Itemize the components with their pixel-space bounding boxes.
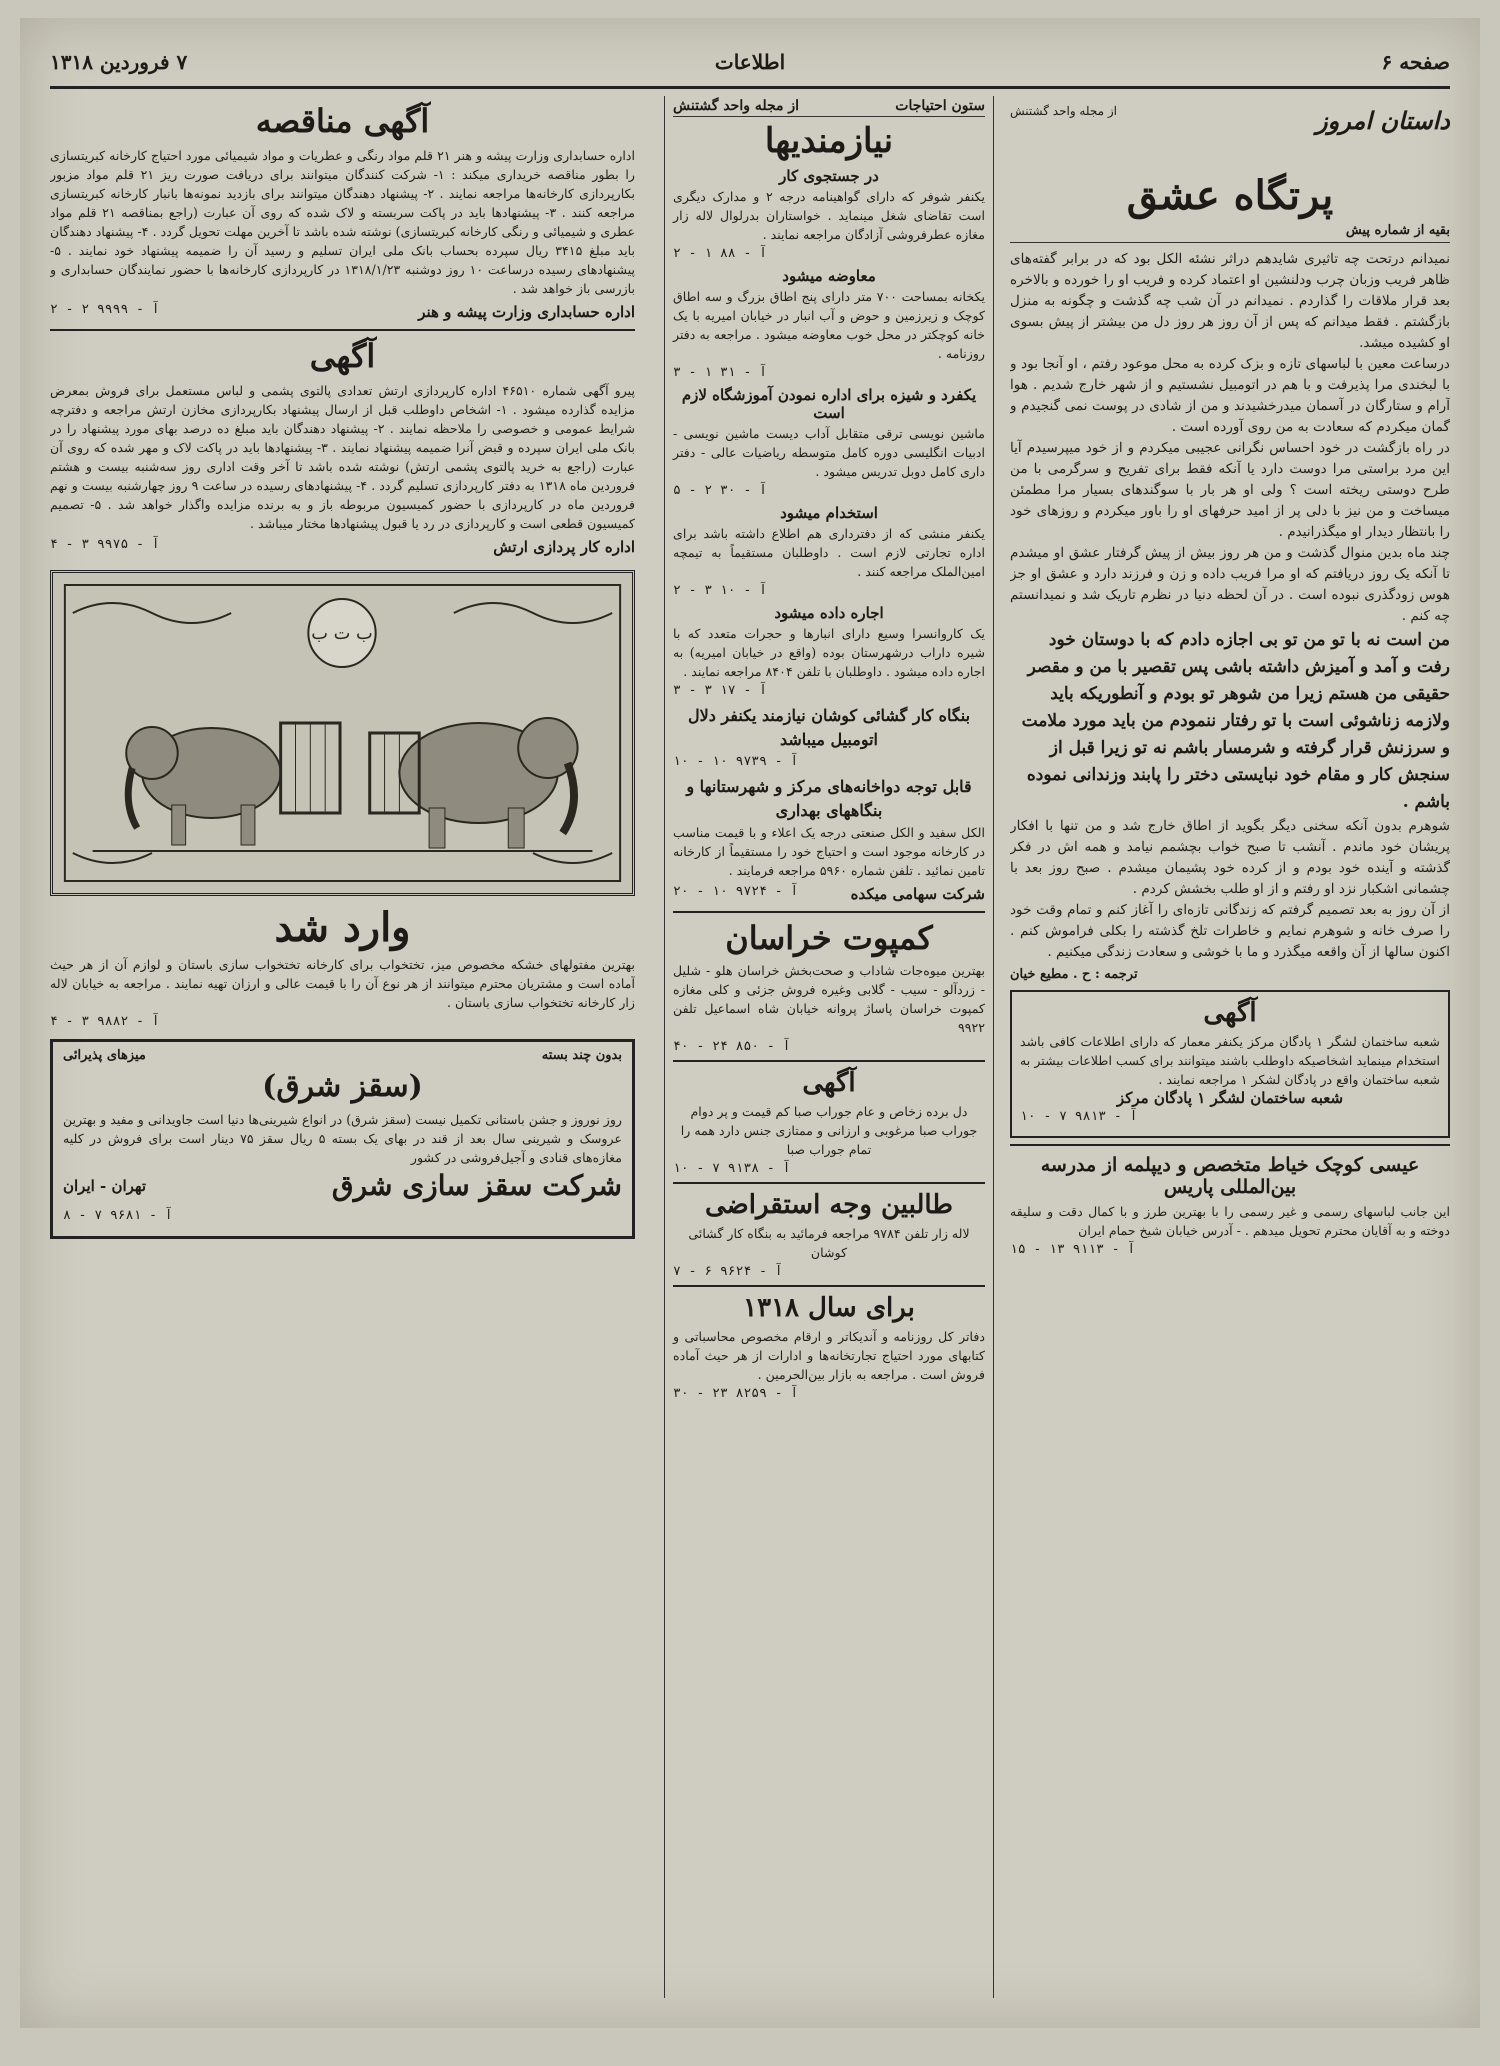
tender-notice-text: اداره حسابداری وزارت پیشه و هنر ۲۱ قلم مواد رنگی و عطریات و مواد شیمیائی مورد احتیاج کارخانه کبریتسازی را بطور مناقصه خریداری میکند : ۱- شرکت کنندگان میتوانند برای دریافت صورت ریز ۲۱ قلم مواد مزبور بکارپردازی کارخانه‌ها مراجعه نمایند . ۲- پیشنهاد دهندگان میتوانند برای بازدید نمونه‌ها بانبار کارخانه کبریتسازی مراجعه کنند . ۳- پیشنهادها باید در پاکت سربسته و لاک شده که روی آن عبارت (راجع بمناقصه ۲۱ قلم مواد عطری و شیمیائی و رنگی کارخانه کبریتسازی) نوشته شده باشد تا آخرین مهلت تحویل گردد . ۴- پیشنهاد دهندگان باید مبلغ ۳۴۱۵ ریال سپرده بحساب بانک ملی ایران تسلیم و رسید آن را ضمیمه پیشنهاد خود نمایند . ۵- پیشنهادهای رسیده درساعت ۱۰ روز دوشنبه ۱۳۱۸/۱/۲۳ در کارپردازی کارخانه‌ها با حضور نمایندگان حسابداری و بازرسی باز خواهد شد . — [50, 148, 635, 296]
classified-heading: قابل توجه دواخانه‌های مرکز و شهرستانها و بنگاههای بهداری — [686, 777, 972, 820]
classified-ref: آ - ۹۷۳۹ ۱۰ - ۱۰ — [673, 754, 799, 769]
notice-signature: شعبه ساختمان لشگر ۱ پادگان مرکز — [1116, 1089, 1344, 1107]
classifieds-header-note: از مجله واحد گشتنش — [673, 98, 800, 114]
army-notice-text: پیرو آگهی شماره ۴۶۵۱۰ اداره کارپردازی ارتش تعدادی پالتوی پشمی و لباس مستعمل برای فروش بمعرض مزایده گذارده میشود . ۱- اشخاص داوطلب قبل از ارسال پیشنهاد بکارپردازی مخازن ارتش مراجعه و دفترچه شرایط عمومی و خصوصی را ملاحظه نمایند . ۲- پیشنهاد دهندگان باید مبلغ ده درصد بهای مورد پیشنهاد را در بانک ملی ایران سپرده و قبض آنرا ضمیمه پیشنهاد نمایند . ۳- پیشنهادها باید در پاکت لاک و مهر شده که روی آن عبارت (راجع به خرید پالتوی پشمی ارتش) نوشته شده باشد تا آخر وقت اداری روز سه‌شنبه بیست و هشتم فروردین ماه ۱۳۱۸ به دفتر کارپردازی تسلیم گردد . ۴- پیشنهادهای رسیده در ساعت ۹ روز چهارشنبه بیست و نهم فروردین ماه در کارپردازی با حضور کمیسیون مربوطه باز و به برنده مزایده واگذار خواهد شد . ۵- تصمیم کمیسیون قطعی است و کارپردازی در رد یا قبول پیشنهادها مختار میباشد . — [50, 383, 635, 531]
story-kicker: از مجله واحد گشتنش — [1010, 104, 1117, 118]
arrived-ad-title: وارد شد — [274, 904, 411, 951]
army-notice-title: آگهی — [309, 337, 376, 375]
compote-ad-title: کمپوت خراسان — [725, 919, 933, 957]
classified-text: یکنفر شوفر که دارای گواهینامه درجه ۲ و مدارک دیگری است تقاضای شغل مینماید . خواستاران بدرلوال لاله زار مغازه عطرفروشی آزادگان مراجعه نمایند . — [673, 189, 985, 242]
loan-ad-title: طالبین وجه استقراضی — [704, 1190, 953, 1220]
classified-ref: آ - ۱۷ ۳ - ۳ — [673, 683, 767, 698]
year-ad-title: برای سال ۱۳۱۸ — [743, 1293, 915, 1323]
story-author: ترجمه : ح . مطیع خیان — [1010, 967, 1138, 982]
notices-column — [50, 96, 635, 1998]
loan-ad-text: لاله زار تلفن ۹۷۸۴ مراجعه فرمائید به بنگاه کار گشائی کوشان — [688, 1226, 970, 1260]
tailor-ad-text: این جانب لباسهای رسمی و غیر رسمی را با بهترین طرز و با کمال دقت و سلیقه دوخته و به آقایان محترم تحویل میدهم . - آدرس خیابان شیخ حمام ایران — [1010, 1204, 1450, 1238]
page-header — [50, 46, 1450, 89]
classified-text: یک کاروانسرا وسیع دارای انبارها و حجرات متعدد که با شیره داراب درشهرستان بوده (واقع در خیابان امیریه) به اجاره داده میشود . داوطلبان با تلفن ۸۴۰۴ مراجعه نمایند . — [673, 626, 985, 679]
gum-ad-tag-left: میزهای پذیرائی — [63, 1048, 146, 1063]
classified-ref: آ - ۱۰ ۳ - ۲ — [673, 583, 767, 598]
classified-heading: استخدام میشود — [780, 504, 878, 522]
gum-ad-tag-right: بدون چند بسته — [541, 1048, 622, 1063]
story-paragraph: شوهرم بدون آنکه سخنی دیگر بگوید از اطاق خارج شد و من تنها با افکار پریشان خود ماندم . آنشب تا صبح خواب بچشمم نیامد و همه اش در فکر گذشته و آینده خود بودم و از کرده خود پشیمان میشدم . صبح روز بعد با چشمانی اشکبار نزد او رفتم و از او طلب بخشش کردم . — [1010, 818, 1450, 897]
classified-heading: در جستجوی کار — [779, 167, 879, 185]
story-paragraph: از آن روز به بعد تصمیم گرفتم که زندگانی تازه‌ای را آغاز کنم و تمام وقت خود را صرف خانه و شوهرم نمایم و خاطرات تلخ گذشته را بکلی فراموش کنم . اکنون سالها از آن واقعه میگذرد و ما با خوشی و سعادت زندگی میکنیم . — [1010, 902, 1450, 960]
issue-date: ۷ فروردین ۱۳۱۸ — [50, 50, 188, 74]
loan-ad-ref: آ - ۹۶۲۴ ۶ - ۷ — [673, 1264, 783, 1279]
stocking-ad-title: آگهی — [802, 1068, 856, 1098]
arrived-ad-text: بهترین مفتولهای خشکه مخصوص میز، تختخواب برای کارخانه تختخواب سازی باستان و لوازم آن از هر حیث آماده است و مشتریان محترم میتوانند از هر نوع آن را با قیمت عالی و ارزان تهیه نمایند . مراجعه به خیابان لاله زار کارخانه تختخواب سازی باستان . — [50, 957, 635, 1010]
elephant-brand: ب ت ب — [311, 622, 373, 645]
tender-notice-signature: اداره حسابداری وزارت پیشه و هنر — [418, 302, 635, 321]
story-paragraph: چند ماه بدین منوال گذشت و من هر روز بیش از پیش گرفتار عشق او میشدم تا آنکه یک روز دریافتم که او مرا فریب داده و زن و فرزند دارد و عشق او جز هوس زودگذری نبوده است . در آن لحظه دنیا در نظرم تاریک شد و نمیدانستم چه کنم . — [1010, 545, 1450, 624]
classifieds-header — [673, 96, 985, 117]
compote-ad-text: بهترین میوه‌جات شاداب و صحت‌بخش خراسان هلو - شلیل - زردآلو - سیب - گلابی وغیره فروش جزئی و کلی مغازه کمپوت خراسان پاساژ پروانه خیابان شاه اسماعیل تلفن ۹۹۲۲ — [673, 963, 985, 1035]
classifieds-column — [664, 96, 994, 1998]
elephant-bed-illustration — [50, 570, 635, 896]
classified-heading: یکفرد و شیزه برای اداره نمودن آموزشگاه لازم است — [681, 386, 977, 422]
classifieds-title: نیازمندیها — [764, 121, 894, 161]
classified-footer — [673, 882, 985, 905]
army-notice-signature: اداره کار پردازی ارتش — [493, 537, 635, 556]
classified-text: الکل سفید و الکل صنعتی درجه یک اعلاء و با قیمت مناسب در کارخانه موجود است و احتیاج خود را مستقیماً از کارخانه تامین نمائید . تلفن شماره ۵۹۶۰ مراجعه فرمایند . — [673, 825, 985, 878]
divider — [50, 329, 635, 331]
story-paragraph: درساعت معین با لباسهای تازه و بزک کرده به محل موعود رفتم ، او آنجا بود و با لبخندی مرا پذیرفت و با هم در اتومبیل نشستیم و از شهر خارج شدیم . هوا آرام و ستارگان در آسمان میدرخشیدند و من از شادی در پوست نمی گنجیدم و گمان میکردم که سعادت به من روی آورده است . — [1010, 356, 1450, 435]
classified-ref: آ - ۳۰ ۲ - ۵ — [673, 483, 767, 498]
story-paragraph: در راه بازگشت در خود احساس نگرانی عجیبی میکردم و از خود میپرسیدم آیا این مرد براستی مرا دوست دارد یا آنکه فقط برای تفریح و سرگرمی با من طرح دوستی ریخته است ؟ ولی او هر بار با سوگندهای بسیار مرا مطمئن میساخت و من نیز با دلی پر از امید حرفهای او را باور میکردم و روزهای خود را بانتظار دیدار او میگذرانیدم . — [1010, 440, 1450, 540]
story-title: پرتگاه عشق — [1126, 172, 1334, 219]
classified-text: ماشین نویسی ترقی متقابل آداب دیست ماشین نویسی - ادبیات انگلیسی دوره کامل متوسطه ریاضیات عالی - دفتر داری کامل دوبل تدریس میشود . — [673, 426, 985, 479]
compote-ad-ref: آ - ۸۵۰ ۲۴ - ۴۰ — [673, 1039, 791, 1054]
classifieds-header-label: ستون احتیاجات — [895, 98, 985, 114]
classified-text: یکخانه بمساحت ۷۰۰ متر دارای پنج اطاق بزرگ و سه اطاق کوچک و زیرزمین و حوض و آب انبار در خیابان امیریه با یک خانه کوچکتر در محل خوب معاوضه میشود . مراجعه به دفتر روزنامه . — [673, 289, 985, 361]
tailor-ad-title: عیسی کوچک خیاط متخصص و دیپلمه از مدرسه بین‌المللی پاریس — [1040, 1154, 1420, 1198]
classified-heading: بنگاه کار گشائی کوشان نیازمند یکنفر دلال اتومبیل میباشد — [687, 706, 971, 749]
newspaper-page — [20, 18, 1480, 2028]
classified-ref: آ - ۸۸ ۱ - ۲ — [673, 246, 767, 261]
story-column — [1010, 96, 1450, 1998]
story-paragraph: نمیدانم درتحت چه تاثیری شایدهم دراثر نشئه الکل بود که در برابر گفته‌های ظاهر فریب وزبان چرب ودلنشین او اعتماد کرده و فریب او را خورده و بالاخره بعد قرار ملاقات را گذاردم . نمیدانم در آن شب چه گذشت و چگونه به منزل بازگشتم . فقط میدانم که پس از آن روز هر روز دل من بیشتر از پیش بسوی او کشیده میشد. — [1010, 251, 1450, 351]
notice-ref: آ - ۹۸۱۳ ۷ - ۱۰ — [1020, 1109, 1138, 1124]
classified-heading: اجاره داده میشود — [774, 604, 884, 622]
gum-ad-city: تهران - ایران — [63, 1176, 147, 1195]
army-notice-footer — [50, 535, 635, 558]
elephant-illustration-svg — [53, 573, 632, 893]
story-series-title: داستان امروز — [1316, 106, 1450, 135]
gum-ad-top-row — [63, 1048, 622, 1063]
year-ad-ref: آ - ۸۲۵۹ ۲۳ - ۳۰ — [673, 1386, 799, 1401]
stocking-ad-ref: آ - ۹۱۳۸ ۷ - ۱۰ — [673, 1161, 791, 1176]
army-notice-ref: آ - ۹۹۷۵ ۳ - ۴ — [50, 537, 160, 552]
military-notice — [1010, 990, 1450, 1138]
arrived-ad-ref: آ - ۹۸۸۲ ۳ - ۴ — [50, 1014, 160, 1029]
classified-text: یکنفر منشی که از دفترداری هم اطلاع داشته باشد برای اداره تجارتی لازم است . داوطلبان مستقیماً به تیمچه امین‌الملک مراجعه کنند . — [673, 526, 985, 579]
story-callout: من است نه با تو من تو بی اجازه دادم که با دوستان خود رفت و آمد و آمیزش داشته باشی پس تقصیر با من و مقصر حقیقی من هستم زیرا من شوهر تو بودم و آنطوریکه باید ولازمه زناشوئی است با تو رفتار ننمودم من باید مورد ملامت و سرزنش قرار گرفته و شرمسار باشم نه تو زیرا قبل از سنجش کار و مقام خود نبایستی دختر را پابند وزندانی نموده باشم . — [1021, 630, 1450, 812]
story-continued-note: بقیه از شماره پیش — [1010, 223, 1450, 243]
divider — [1010, 1144, 1450, 1146]
divider — [673, 1060, 985, 1062]
divider — [673, 1182, 985, 1184]
classified-ref: آ - ۳۱ ۱ - ۳ — [673, 365, 767, 380]
classified-heading: معاوضه میشود — [782, 267, 876, 285]
page-number: صفحه ۶ — [1381, 50, 1450, 74]
stocking-ad-text: دل برده زخاص و عام جوراب صبا کم قیمت و پر دوام جوراب صبا مرغوبی و ارزانی و ممتازی جنس دارد همه را تمام جوراب صبا — [680, 1104, 978, 1157]
divider — [673, 911, 985, 913]
story-banner — [1010, 96, 1450, 166]
gum-ad-ref: آ - ۹۶۸۱ ۷ - ۸ — [63, 1208, 173, 1223]
classified-signature: شرکت سهامی میکده — [850, 884, 985, 903]
tender-notice-footer — [50, 300, 635, 323]
gum-ad-company: شرکت سقز سازی شرق — [331, 1169, 622, 1202]
gum-ad — [50, 1039, 635, 1239]
gum-ad-title: (سقز شرق) — [262, 1069, 423, 1104]
classified-ref: آ - ۹۷۲۴ ۱۰ - ۲۰ — [673, 884, 799, 899]
tailor-ad-ref: آ - ۹۱۱۳ ۱۳ - ۱۵ — [1010, 1242, 1136, 1257]
newspaper-name: اطلاعات — [714, 50, 786, 74]
gum-ad-text: روز نوروز و جشن باستانی تکمیل نیست (سقز شرق) در انواع شیرینی‌ها دنیا است جاویدانی و مفید و بهترین عروسک و شیرینی سال بعد از قند در بهای یک بسته ۵ ریال سقز ۷۵ دینار است برای فروش در کلیه مغازه‌های قنادی و آجیل‌فروشی در کشور — [63, 1112, 622, 1165]
gum-ad-footer — [63, 1169, 622, 1202]
tender-notice-ref: آ - ۹۹۹۹ ۲ - ۲ — [50, 302, 160, 317]
notice-text: شعبه ساختمان لشگر ۱ پادگان مرکز یکنفر معمار که دارای اطلاعات کافی باشد استخدام مینماید اشخاصیکه داوطلب باشند میتوانند برای کسب اطلاعات بیشتر به شعبه ساختمان واقع در پادگان لشکر ۱ مراجعه نمایند . — [1020, 1034, 1440, 1087]
notice-title: آگهی — [1203, 998, 1257, 1028]
tender-notice-title: آگهی مناقصه — [255, 102, 430, 140]
year-ad-text: دفاتر کل روزنامه و آندیکاتر و ارقام مخصوص محاسباتی و کتابهای مورد احتیاج تجارتخانه‌ها و ادارات از هر حیث آماده فروش است . مراجعه به بازار بین‌الحرمین . — [673, 1329, 985, 1382]
divider — [673, 1285, 985, 1287]
